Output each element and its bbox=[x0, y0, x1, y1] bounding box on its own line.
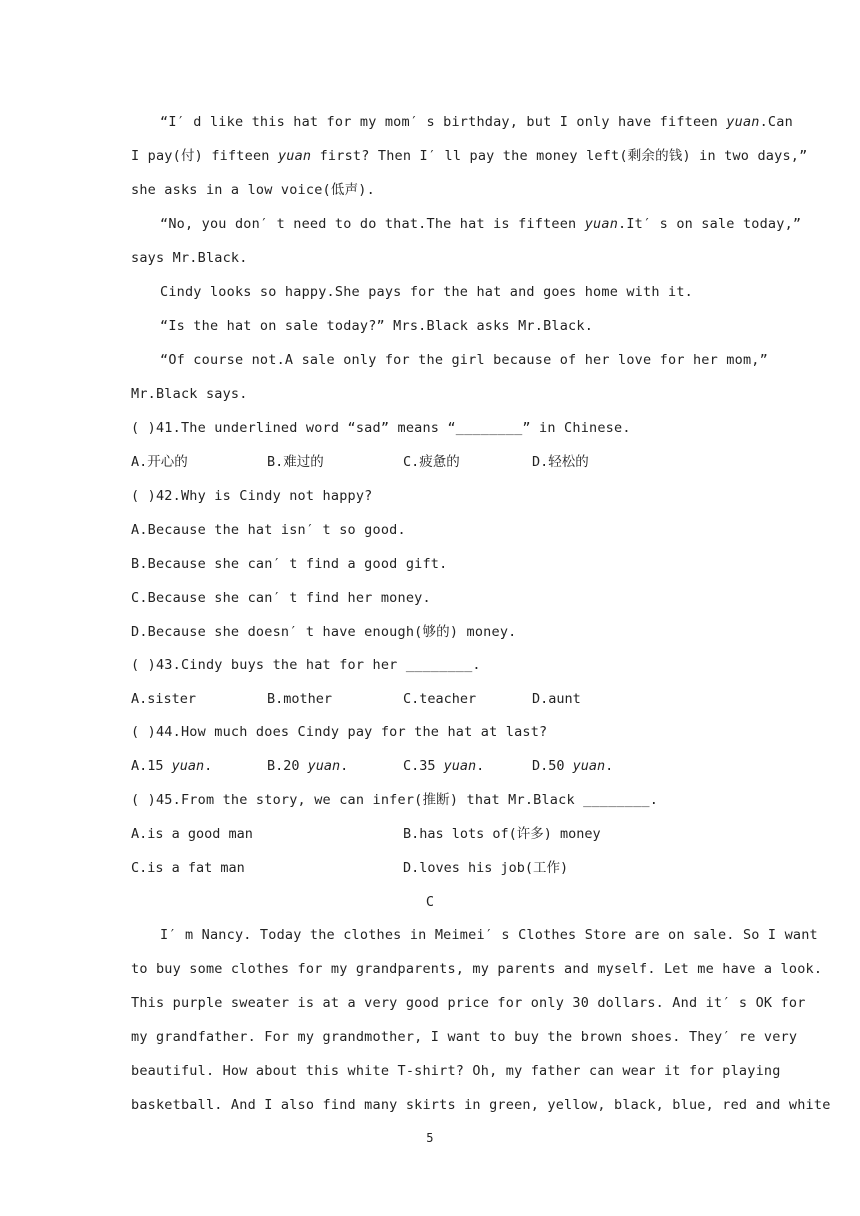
q44-option-a: A.15 yuan. bbox=[131, 758, 213, 774]
passage-line: to buy some clothes for my grandparents, my parents and myself. Let me have a look. bbox=[131, 961, 823, 977]
q41-option-c: C.疲惫的 bbox=[403, 454, 460, 470]
story-line: “Is the hat on sale today?” Mrs.Black asks Mr.Black. bbox=[160, 318, 594, 334]
passage-line: basketball. And I also find many skirts in green, yellow, black, blue, red and white bbox=[131, 1097, 831, 1113]
story-line: she asks in a low voice(低声). bbox=[131, 182, 375, 198]
question-45-stem: ( )45.From the story, we can infer(推断) that Mr.Black ________. bbox=[131, 792, 659, 808]
story-line: I pay(付) fifteen yuan first? Then I′ ll pay the money left(剩余的钱) in two days,” bbox=[131, 148, 808, 164]
q42-option-c: C.Because she can′ t find her money. bbox=[131, 590, 431, 606]
question-43-stem: ( )43.Cindy buys the hat for her ________. bbox=[131, 657, 481, 673]
story-line: Mr.Black says. bbox=[131, 386, 248, 402]
q45-option-b: B.has lots of(许多) money bbox=[403, 826, 601, 842]
story-line: “I′ d like this hat for my mom′ s birthday, but I only have fifteen yuan.Can bbox=[160, 114, 793, 130]
passage-line: I′ m Nancy. Today the clothes in Meimei′ s Clothes Store are on sale. So I want bbox=[160, 927, 818, 943]
q44-option-b: B.20 yuan. bbox=[267, 758, 349, 774]
q45-option-a: A.is a good man bbox=[131, 826, 253, 842]
q41-option-d: D.轻松的 bbox=[532, 454, 589, 470]
q43-option-d: D.aunt bbox=[532, 691, 581, 707]
q42-option-d: D.Because she doesn′ t have enough(够的) money. bbox=[131, 624, 517, 640]
q41-option-a: A.开心的 bbox=[131, 454, 188, 470]
q45-option-d: D.loves his job(工作) bbox=[403, 860, 569, 876]
q44-option-c: C.35 yuan. bbox=[403, 758, 485, 774]
q43-option-b: B.mother bbox=[267, 691, 333, 707]
q42-option-b: B.Because she can′ t find a good gift. bbox=[131, 556, 448, 572]
story-line: Cindy looks so happy.She pays for the hat and goes home with it. bbox=[160, 284, 693, 300]
q43-option-a: A.sister bbox=[131, 691, 197, 707]
passage-line: beautiful. How about this white T-shirt? Oh, my father can wear it for playing bbox=[131, 1063, 781, 1079]
story-line: says Mr.Black. bbox=[131, 250, 248, 266]
passage-line: This purple sweater is at a very good price for only 30 dollars. And it′ s OK for bbox=[131, 995, 806, 1011]
page-number: 5 bbox=[426, 1131, 434, 1145]
story-line: “No, you don′ t need to do that.The hat is fifteen yuan.It′ s on sale today,” bbox=[160, 216, 802, 232]
q45-option-c: C.is a fat man bbox=[131, 860, 245, 876]
q44-option-d: D.50 yuan. bbox=[532, 758, 614, 774]
q42-option-a: A.Because the hat isn′ t so good. bbox=[131, 522, 406, 538]
question-42-stem: ( )42.Why is Cindy not happy? bbox=[131, 488, 373, 504]
q43-option-c: C.teacher bbox=[403, 691, 477, 707]
question-41-stem: ( )41.The underlined word “sad” means “________” in Chinese. bbox=[131, 420, 631, 436]
question-44-stem: ( )44.How much does Cindy pay for the hat at last? bbox=[131, 724, 548, 740]
story-line: “Of course not.A sale only for the girl because of her love for her mom,” bbox=[160, 352, 768, 368]
section-heading: C bbox=[425, 894, 435, 910]
q41-option-b: B.难过的 bbox=[267, 454, 324, 470]
passage-line: my grandfather. For my grandmother, I want to buy the brown shoes. They′ re very bbox=[131, 1029, 798, 1045]
